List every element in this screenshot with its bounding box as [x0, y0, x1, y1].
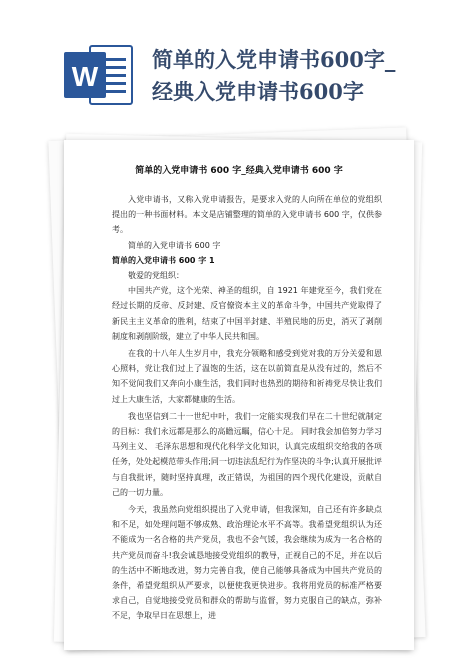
document-page [64, 140, 414, 650]
page-title-line-2: 经典入党申请书600字 [152, 79, 364, 104]
word-document-icon [62, 44, 134, 106]
paragraph-intro: 入党申请书，又称入党申请报告，是要求入党的人向所在单位的党组织提出的一种书面材料。本文是店铺整理的简单的入党申请书 600 字，仅供参考。 [112, 195, 382, 235]
page-title [152, 44, 462, 108]
document-title: 简单的入党申请书 600 字_经典入党申请书 600 字 [135, 166, 343, 176]
paragraph-goals: 我也坚信到二十一世纪中叶，我们一定能实现我们早在二十世纪就制定的目标：我们永远都是那么的高瞻远瞩，信心十足。 同时我会加倍努力学习马列主义、 毛泽东思想和现代化科学文化知识，认真完成组织交给我的各项任务，处处起模范带头作用;同一切违法乱纪行为作坚决的斗争;认真开展批评与自我批评，随时坚持真理，改正错误，为祖国的四个现代化建设，贡献自己的一切力量。 [112, 411, 382, 497]
word-icon-letter: W [71, 61, 99, 92]
paragraph-self-assessment: 今天，我虽然向党组织提出了入党申请，但我深知，自己还有许多缺点和不足，如处理问题不够成熟、政治理论水平不高等。我希望党组织认为还不能成为一名合格的共产党员，我也不会气馁，我会继续为成为一名合格的共产党员而奋斗!我会诚恳地接受党组织的教导，正视自己的不足，并在以后的生活中不断地改进，努力完善自我，使自己能够具备成为中国共产党员的条件，希望党组织从严要求，以便使我更快进步。我将用党员的标准严格要求自己，自觉地接受党员和群众的帮助与监督，努力克服自己的缺点，弥补不足，争取早日在思想上，进 [112, 505, 382, 621]
page-title-line-1: 简单的入党申请书600字_ [152, 47, 396, 72]
document-body [112, 192, 382, 624]
salutation: 敬爱的党组织： [128, 271, 184, 281]
paragraph-subtitle: 简单的入党申请书 600 字 [128, 240, 221, 250]
paragraph-history: 中国共产党，这个光荣、神圣的组织，自 1921 年建党至今，我们党在经过长期的反帝、反封建、反官僚资本主义的革命斗争，中国共产党取得了新民主主义革命的胜利，结束了中国半封建、半殖民地的历史，消灭了剥削制度和剥削阶级，建立了中华人民共和国。 [112, 286, 382, 341]
paragraph-life: 在我的十八年人生岁月中，我充分领略和感受到党对我的万分关爱和恩心照料，党让我们过上了温饱的生活，这在以前简直是从没有过的，然后不知不觉间我们又奔向小康生活，我们同时也热烈的期待和祈祷党尽快让我们过上大康生活，大家都健康的生活。 [112, 349, 382, 404]
section-heading: 简单的入党申请书 600 字 1 [112, 255, 215, 265]
